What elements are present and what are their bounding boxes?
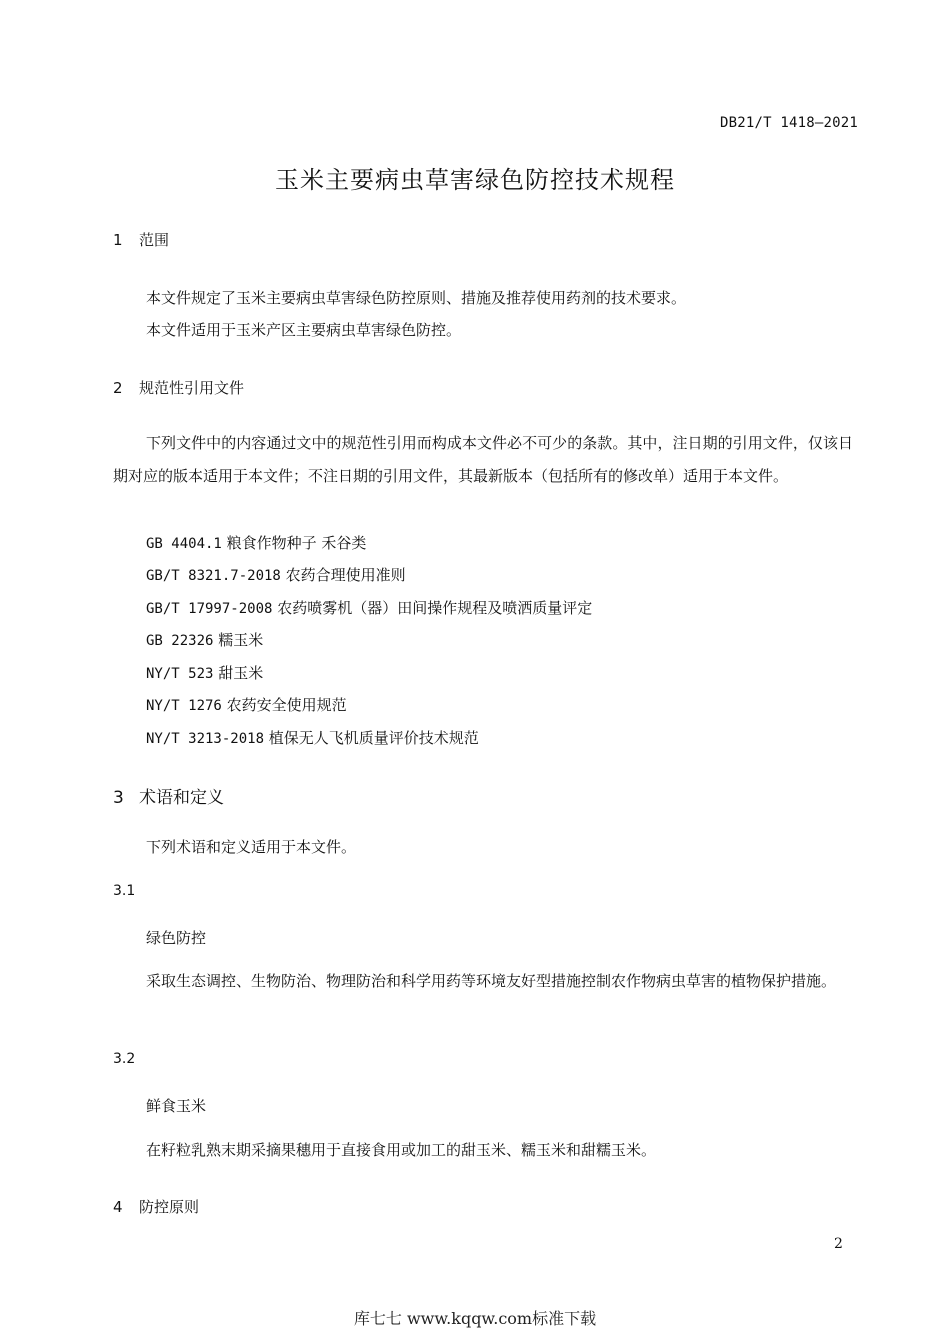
reference-title: 甜玉米 xyxy=(218,664,264,682)
page-number: 2 xyxy=(834,1236,843,1252)
reference-item xyxy=(146,662,263,683)
section-number: 4 xyxy=(113,1198,123,1216)
term-definition: 在籽粒乳熟末期采摘果穗用于直接食用或加工的甜玉米、糯玉米和甜糯玉米。 xyxy=(146,1141,657,1159)
reference-code: GB 22326 xyxy=(146,633,214,649)
term-name: 绿色防控 xyxy=(146,929,207,947)
section-title: 规范性引用文件 xyxy=(139,379,245,397)
reference-item xyxy=(146,564,406,585)
paragraph: 本文件规定了玉米主要病虫草害绿色防控原则、措施及推荐使用药剂的技术要求。 xyxy=(146,289,687,307)
reference-code: GB/T 17997-2008 xyxy=(146,601,273,617)
section-number: 1 xyxy=(113,231,123,249)
section-title: 范围 xyxy=(139,231,170,249)
reference-title: 粮食作物种子 禾谷类 xyxy=(226,534,367,552)
reference-title: 农药安全使用规范 xyxy=(226,696,347,714)
paragraph: 本文件适用于玉米产区主要病虫草害绿色防控。 xyxy=(146,321,462,339)
watermark-text: 库七七 www.kqqw.com标准下载 xyxy=(353,1309,597,1328)
term-definition: 采取生态调控、生物防治、物理防治和科学用药等环境友好型措施控制农作物病虫草害的植物保护措施。 xyxy=(146,972,837,990)
reference-code: NY/T 1276 xyxy=(146,698,222,714)
reference-item xyxy=(146,694,347,715)
reference-item xyxy=(146,597,592,618)
section-heading-terms-definitions xyxy=(113,783,224,808)
paragraph: 下列文件中的内容通过文中的规范性引用而构成本文件必不可少的条款。其中，注日期的引用文件，仅该日期对应的版本适用于本文件；不注日期的引用文件，其最新版本（包括所有的修改单）适用于本文件。 xyxy=(113,434,853,485)
reference-title: 农药合理使用准则 xyxy=(285,566,406,584)
reference-code: NY/T 523 xyxy=(146,666,214,682)
section-title: 术语和定义 xyxy=(139,788,224,808)
reference-code: NY/T 3213-2018 xyxy=(146,731,265,747)
term-name: 鲜食玉米 xyxy=(146,1097,207,1115)
reference-title: 植保无人飞机质量评价技术规范 xyxy=(268,729,479,747)
section-title: 防控原则 xyxy=(139,1198,200,1216)
section-number: 2 xyxy=(113,379,123,397)
section-heading-normative-references xyxy=(113,377,244,398)
term-number: 3.1 xyxy=(113,883,136,899)
reference-title: 农药喷雾机（器）田间操作规程及喷洒质量评定 xyxy=(277,599,593,617)
section-heading-scope xyxy=(113,229,169,250)
paragraph: 下列术语和定义适用于本文件。 xyxy=(146,838,357,856)
term-number: 3.2 xyxy=(113,1051,136,1067)
reference-item xyxy=(146,727,479,748)
reference-code: GB/T 8321.7-2018 xyxy=(146,568,281,584)
reference-item xyxy=(146,532,366,553)
reference-code: GB 4404.1 xyxy=(146,536,222,552)
section-number: 3 xyxy=(113,788,124,808)
reference-item xyxy=(146,629,263,650)
section-heading-control-principles xyxy=(113,1196,199,1217)
document-title: 玉米主要病虫草害绿色防控技术规程 xyxy=(275,166,675,194)
standard-code: DB21/T 1418—2021 xyxy=(719,115,858,131)
reference-title: 糯玉米 xyxy=(218,631,264,649)
